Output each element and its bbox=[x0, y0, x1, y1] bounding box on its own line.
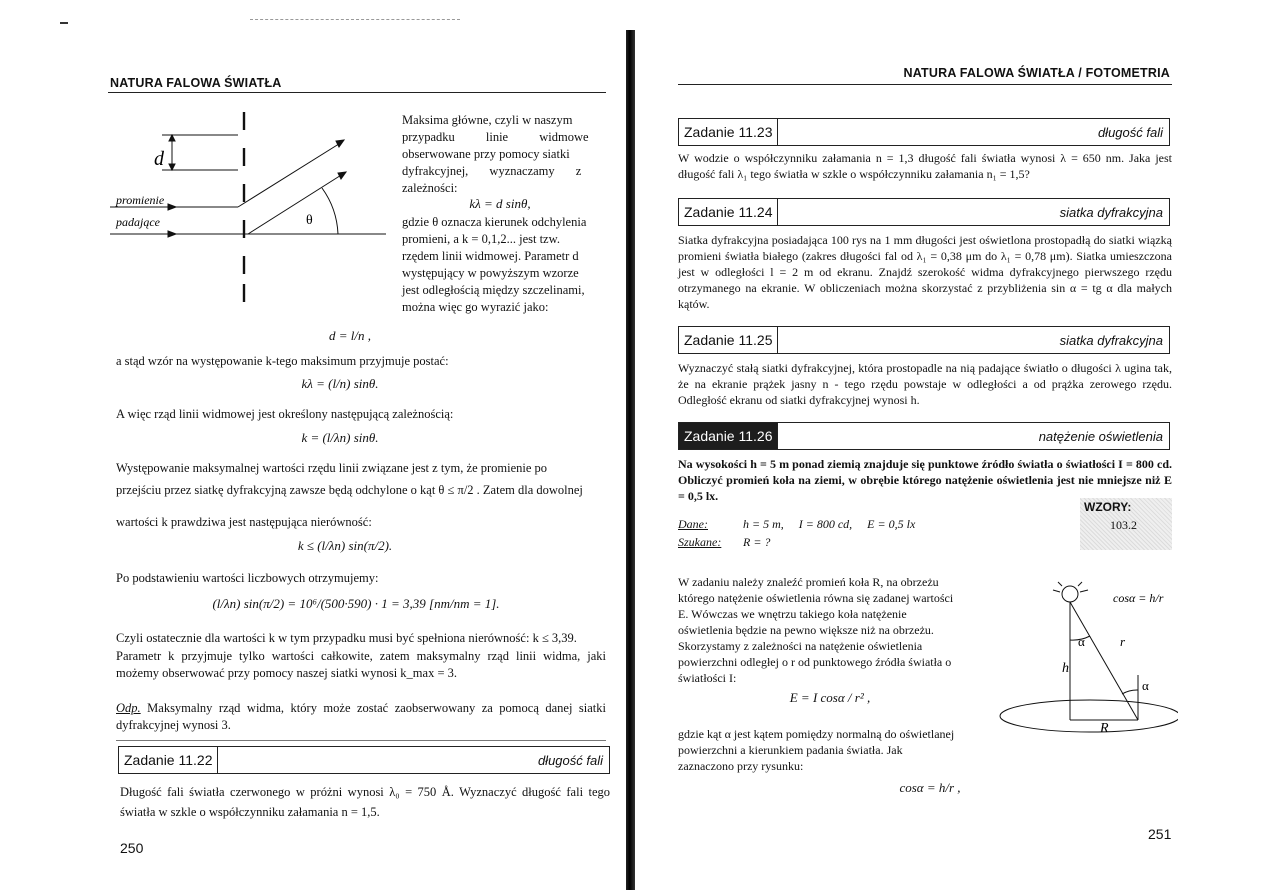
task-topic: długość fali bbox=[1097, 124, 1163, 140]
h-label: h bbox=[1062, 661, 1069, 676]
promienie-label: promienie bbox=[116, 193, 165, 207]
scan-mark bbox=[60, 22, 68, 24]
solution-paragraph: W zadaniu należy znaleźć promień koła R, na obrzeżu którego natężenie oświetlenia równa się zadanej wartości E. Wówczas we wnętrzu takiego koła natężenie oświetlenia będzie na pewno większe niż na obrzeżu. Skorzystamy z zależności na natężenie oświetlenia powierzchni odległej o r od punktowego źródła światła o światłości I: bbox=[678, 575, 954, 685]
dane-row bbox=[678, 516, 978, 532]
task-label: Zadanie 11.24 bbox=[679, 199, 778, 225]
header-rule bbox=[678, 84, 1172, 85]
task-11-25-box bbox=[678, 326, 1170, 354]
wzory-label: WZORY: bbox=[1084, 500, 1132, 514]
separator bbox=[116, 740, 606, 741]
r-label: r bbox=[1120, 634, 1126, 649]
d-label: d bbox=[154, 148, 164, 170]
task-11-26-text: Na wysokości h = 5 m ponad ziemią znajduje się punktowe źródło światła o światłości I = 800 cd. Obliczyć promień koła na ziemi, w obrębie którego natężenie oświetlenia jest nie mniejsze niż E = 0,5 lx. bbox=[678, 457, 1172, 503]
text-4b: przejściu przez siatkę dyfrakcyjną zawsze będą odchylone o kąt θ ≤ π/2 . Zatem dla dowolnej bbox=[116, 483, 583, 497]
formula-3: k = (l/λn) sinθ. bbox=[301, 430, 379, 445]
text-4a: Występowanie maksymalnej wartości rzędu linii związane jest z tym, że promienie po bbox=[116, 461, 548, 475]
left-page-number: 250 bbox=[120, 840, 144, 856]
theta-label: θ bbox=[306, 213, 313, 228]
task-11-24-box bbox=[678, 198, 1170, 226]
task-topic: natężenie oświetlenia bbox=[1038, 428, 1163, 444]
diffraction-figure bbox=[110, 110, 400, 310]
szukane-value: R = ? bbox=[743, 535, 771, 549]
intro-paragraph: Maksima główne, czyli w naszym przypadku linie widmowe obserwowane przy pomocy siatki dyfrakcyjnej, wyznaczamy z zależności: bbox=[402, 113, 589, 195]
task-label: Zadanie 11.23 bbox=[679, 119, 778, 145]
task-topic: siatka dyfrakcyjna bbox=[1059, 332, 1163, 348]
text-8: Parametr k przyjmuje tylko wartości całkowite, zatem maksymalny rząd linii widma, jaki możemy obserwować przy pomocy naszej siatki wynosi k_max = 3. bbox=[116, 649, 606, 680]
right-page-header: NATURA FALOWA ŚWIATŁA / FOTOMETRIA bbox=[903, 66, 1170, 80]
R-label: R bbox=[1100, 721, 1109, 736]
odp-label: Odp. bbox=[116, 701, 141, 715]
book-spine bbox=[626, 30, 635, 890]
after-paragraph: gdzie kąt α jest kątem pomiędzy normalną do oświetlanej powierzchni a kierunkiem padania światła. Jak zaznaczono przy rysunku: bbox=[678, 727, 955, 773]
formula-1: kλ = d sinθ, bbox=[469, 196, 531, 211]
text-3: A więc rząd linii widmowej jest określony następującą zależnością: bbox=[116, 407, 454, 421]
cos-label: cosα = h/r bbox=[1113, 591, 1164, 605]
formula-4: k ≤ (l/λn) sin(π/2). bbox=[297, 538, 393, 553]
formula-E: E = I cosα / r² , bbox=[789, 690, 871, 705]
lamp-figure bbox=[998, 580, 1178, 740]
text-5: wartości k prawdziwa jest następująca nierówność: bbox=[116, 515, 372, 529]
task-11-26-box bbox=[678, 422, 1170, 450]
dane-values: h = 5 m, I = 800 cd, E = 0,5 lx bbox=[743, 517, 916, 531]
formula-d: d = l/n , bbox=[329, 328, 371, 343]
scan-line bbox=[250, 19, 460, 21]
task-11-22-text: Długość fali światła czerwonego w próżni wynosi λ₀ = 750 Å. Wyznaczyć długość fali tego światła w szkle o współczynniku załamania n = 1,5. bbox=[120, 785, 610, 819]
left-page-header: NATURA FALOWA ŚWIATŁA bbox=[110, 76, 282, 90]
formula-2: kλ = (l/n) sinθ. bbox=[301, 376, 379, 391]
alpha-bottom: α bbox=[1142, 678, 1149, 693]
task-11-23-box bbox=[678, 118, 1170, 146]
alpha-top: α bbox=[1078, 634, 1085, 649]
padajace-label: padające bbox=[116, 215, 160, 229]
header-rule bbox=[108, 92, 606, 93]
task-label: Zadanie 11.22 bbox=[119, 747, 218, 773]
task-11-23-text: W wodzie o współczynniku załamania n = 1,3 długość fali światła wynosi λ = 650 nm. Jaka jest długość fali λ₁ tego światła w szkle o współczynniku załamania n₁ = 1,5? bbox=[678, 151, 1172, 181]
wzory-box bbox=[1080, 498, 1172, 550]
odp-text: Maksymalny rząd widma, który może zostać zaobserwowany za pomocą danej siatki dyfrakcyjnej wynosi 3. bbox=[116, 701, 607, 732]
right-page-number: 251 bbox=[1148, 826, 1172, 842]
text-2: a stąd wzór na występowanie k-tego maksimum przyjmuje postać: bbox=[116, 354, 449, 368]
formula-5: (l/λn) sin(π/2) = 10⁶/(500·590) · 1 = 3,39 [nm/nm = 1]. bbox=[212, 596, 500, 611]
task-11-24-text: Siatka dyfrakcyjna posiadająca 100 rys na 1 mm długości jest oświetlona prostopadłą do siatki wiązką promieni światła białego (zakres długości fal od λ₁ = 0,38 μm do λ₁ = 0,78 μm). Siatka umieszczona jest w odległości l = 2 m od ekranu. Znajdź szerokość widma dyfrakcyjnego pierwszego rzędu otrzymanego na ekranie. W obliczeniach można skorzystać z przybliżenia sin α = tg α dla małych kątów. bbox=[678, 233, 1172, 311]
task-label: Zadanie 11.26 bbox=[679, 423, 778, 449]
formula-cos: cosα = h/r , bbox=[899, 780, 961, 795]
task-topic: siatka dyfrakcyjna bbox=[1059, 204, 1163, 220]
task-11-22-box bbox=[118, 746, 610, 774]
explain-paragraph: gdzie θ oznacza kierunek odchylenia promieni, a k = 0,1,2... jest tzw. rzędem linii widmowej. Parametr d występujący w powyższym wzorze jest odległością między szczelinami, można więc go wyrazić jako: bbox=[402, 215, 587, 314]
szukane-row bbox=[678, 534, 978, 550]
answer-paragraph bbox=[116, 700, 606, 734]
szukane-label: Szukane: bbox=[678, 535, 722, 549]
dane-label: Dane: bbox=[678, 517, 708, 531]
task-topic: długość fali bbox=[537, 752, 603, 768]
task-11-25-text: Wyznaczyć stałą siatki dyfrakcyjnej, która prostopadle na nią padające światło o długości λ ugina tak, że na ekranie prążek jasny n - tego rzędu powstaje w odległości a od prążka zerowego rzędu. Odległość ekranu od siatki dyfrakcyjnej wynosi h. bbox=[678, 361, 1172, 407]
wzory-value: 103.2 bbox=[1110, 518, 1137, 532]
text-6: Po podstawieniu wartości liczbowych otrzymujemy: bbox=[116, 571, 379, 585]
task-label: Zadanie 11.25 bbox=[679, 327, 778, 353]
text-7: Czyli ostatecznie dla wartości k w tym przypadku musi być spełniona nierówność: k ≤ 3,39. bbox=[116, 631, 577, 645]
